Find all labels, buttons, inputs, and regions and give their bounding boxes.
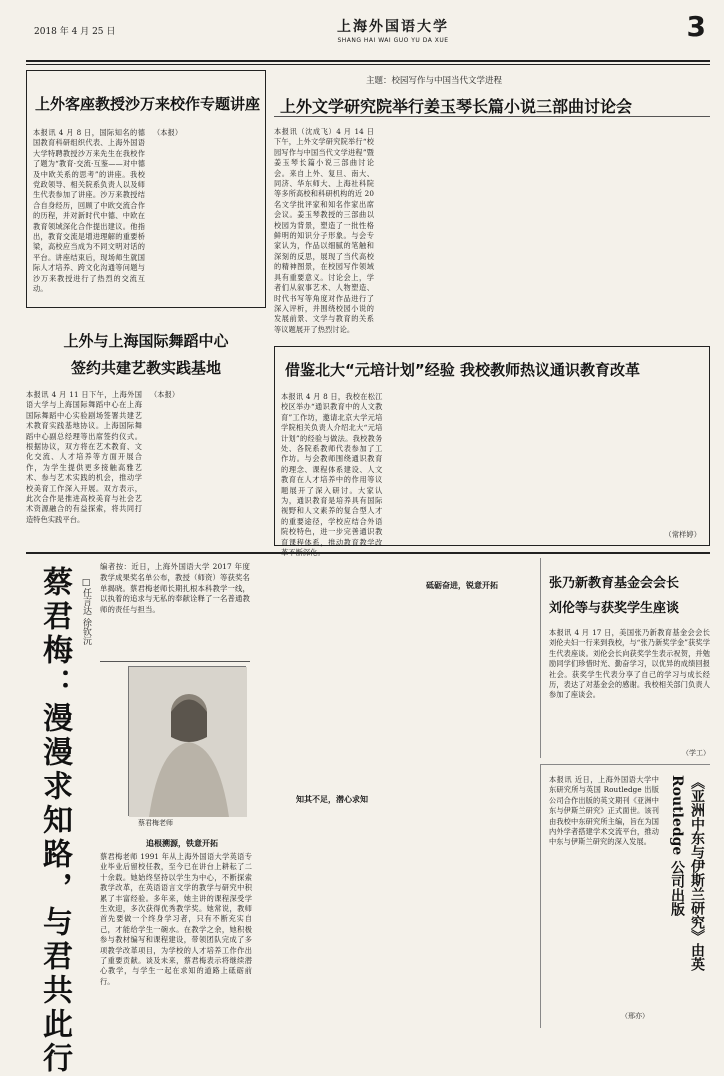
article-dance [26, 316, 266, 546]
article-scholarship-signature: （学工） [682, 749, 710, 757]
article-general-education-col3 [500, 392, 601, 542]
masthead-rule [26, 60, 710, 62]
article-scholarship-body: 本报讯 4 月 17 日，美国张乃新教育基金会会长刘伦夫妇一行来到我校，与“张乃新奖学金”获奖学生代表座谈。刘伦会长向获奖学生表示祝贺，并勉励同学们珍惜时光、勤奋学习，以优异的成绩回报社会。获奖学生代表分享了自己的学习与成长经历，表达了对基金会的感谢。我校相关部门负责人参加了座谈会。 [549, 628, 710, 700]
section-divider [26, 552, 710, 554]
article-journal-signature: （邢亦） [621, 1012, 649, 1020]
article-general-education-body: 本报讯 4 月 8 日，我校在松江校区举办“通识教育中的人文教育”工作坊，邀请北京大学元培学院相关负责人介绍北大“元培计划”的经验与做法。我校教务处、各院系教师代表参加了工作坊。与会教师围绕通识教育的理念、课程体系建设、人文教育在人才培养中的作用等议题展开了深入研讨。大家认为，通识教育是培养具有国际视野和人文素养的复合型人才的重要途径，学校应结合外语院校特色，进一步完善通识教育课程体系，推动教育教学改 [281, 392, 383, 547]
article-general-education-headline: 借鉴北大“元培计划”经验 我校教师热议通识教育改革 [285, 361, 640, 379]
article-lecture-headline: 上外客座教授沙万来校作专题讲座 [35, 95, 261, 113]
masthead-rule-thin [26, 64, 710, 65]
profile-photo [128, 666, 246, 816]
article-journal-headline: 《亚洲中东与伊斯兰研究》由英 Routledge 公司出版 [669, 775, 705, 971]
article-general-education-col2 [390, 392, 491, 542]
article-literature-col2 [382, 127, 486, 337]
article-profile-author: □任言达 徐钦沅 [81, 578, 91, 645]
article-literature-col4 [606, 127, 710, 337]
masthead [26, 10, 710, 60]
profile-subhead-2: 知其不足，潜心求知 [296, 795, 368, 804]
article-profile-headline: 蔡君梅：漫漫求知路，与君共此行 [37, 566, 72, 1076]
article-scholarship-headline-1: 张乃新教育基金会会长 [549, 576, 680, 591]
article-scholarship [540, 558, 710, 758]
portrait-icon [129, 667, 247, 817]
issue-date: 2018 年 4 月 25 日 [34, 27, 116, 37]
article-lecture-signature: （本报） [153, 128, 183, 137]
article-profile-editor-note: 编者按：近日，上海外国语大学 2017 年度教学成果奖名单公布，教授（师资）等获奖名单揭晓。蔡君梅老师长期扎根本科教学一线，以执着的追求与无私的奉献诠释了一名普通教师的责任与担当。 [100, 562, 250, 662]
profile-subhead-3: 砥砺奋进，锐意开拓 [426, 581, 498, 590]
article-lecture-body-cont [153, 128, 259, 288]
article-journal [540, 764, 710, 1028]
article-general-education [274, 346, 710, 546]
article-general-education-col4 [609, 392, 703, 542]
article-literature-headline: 上外文学研究院举行姜玉琴长篇小说三部曲讨论会 [280, 97, 633, 116]
article-profile-col3 [394, 594, 532, 1022]
article-profile-col2 [258, 562, 388, 792]
masthead-title [318, 16, 468, 44]
profile-subhead-1: 追根溯源，铁意开拓 [146, 839, 218, 848]
article-profile-body: 蔡君梅老师 1991 年从上海外国语大学英语专业毕业后留校任教，至今已在讲台上耕耘了二十余载。她始终坚持以学生为中心，不断探索教学改革，在英语语言文学的教学与研究中积累了丰富经验。多年来，她主讲的课程深受学生欢迎，多次获得优秀教学奖。她常说，教师首先要做一个终身学习者，只有不断充实自己，才能给学生一碗水。在教学之余，她积极参与教材编写和课程建设，带领团队完成了多项教学改革项目，为学校的人才培养工作作出了重要贡献。谈及未来，蔡君梅表示将继续潜心教学，与学生一起在求知的道路上砥砺前行。 [100, 852, 252, 986]
article-dance-body-cont [150, 390, 266, 560]
article-profile [26, 558, 536, 1076]
masthead-title-pinyin: SHANG HAI WAI GUO YU DA XUE [337, 37, 449, 44]
article-journal-body: 本报讯 近日，上海外国语大学中东研究所与英国 Routledge 出版公司合作出版的英文期刊《亚洲中东与伊斯兰研究》正式面世。该刊由我校中东研究所主编，旨在为国内外学者搭建学术交流平台，推动中东与伊斯兰研究的深入发展。 [549, 775, 659, 847]
profile-photo-caption: 蔡君梅老师 [138, 819, 173, 827]
article-literature [274, 70, 710, 340]
article-dance-signature: （本报） [150, 390, 180, 399]
article-literature-kicker: 主题：校园写作与中国当代文学进程 [366, 76, 503, 86]
masthead-title-cn: 上海外国语大学 [337, 19, 449, 35]
article-dance-headline-1: 上外与上海国际舞蹈中心 [63, 332, 229, 350]
article-general-education-signature: （常样婷） [664, 529, 701, 539]
page-number: 3 [686, 10, 706, 43]
article-scholarship-headline-2: 刘伦等与获奖学生座谈 [549, 601, 680, 616]
article-lecture [26, 70, 266, 308]
article-dance-body: 本报讯 4 月 11 日下午，上海外国语大学与上海国际舞蹈中心在上海国际舞蹈中心实验剧场签署共建艺术教育实践基地协议。上海国际舞蹈中心副总经理等出席签约仪式。根据协议，双方将在艺术教育、文化交流、人才培养等方面开展合作，为学生提供更多接触高雅艺术、参与艺术实践的机会，推动学校美育工作深入开展。双方表示，此次合作是推进高校美育与社会艺术资源融合的有益探索，将共同打造特色实践平台。 [26, 390, 142, 524]
article-dance-headline-2: 签约共建艺教实践基地 [70, 359, 221, 377]
article-lecture-body: 本报讯 4 月 8 日，国际知名的德国教育科研组织代表、上海外国语大学特聘教授沙万来先生在我校作了题为“教育·交流·互鉴——对中德及中欧关系的思考”的讲座。我校党政领导、相关院系负责人以及师生代表参加了讲座。沙万来教授结合自身经历，回顾了中欧交流合作的历程，并对新时代中德、中欧在教育领域深化合作提出建议。他指出，教育交流是增进理解的重要桥梁，高校应当成为不同文明对话的平台。讲座结束后，现场师生就国际人才培养、跨文化沟通等问题与沙万来教授进行了热烈的交流互动。 [33, 128, 145, 294]
article-profile-col2b [258, 808, 388, 1022]
article-literature-body: 本报讯（沈成飞）4 月 14 日下午，上外文学研究院举行“校园写作与中国当代文学进程”暨姜玉琴长篇小说三部曲讨论会。来自上外、复旦、南大、同济、华东师大、上海社科院等多所高校和科研机构的近 20 名文学批评家和知名作家出席会议。姜玉琴教授的三部曲以校园为背景，塑造了一批性格鲜明的知识分子形象。与会专家认为，作品以细腻的笔触和深刻的反思，展现了当代高校的精神图景，在校园写作领域具有重要意义。讨论会上，学者们从叙事艺术、人物塑造、时代书写等角度对作品进行了深入评析，并围绕校园小说的发展前景、文学与教育的关系等议题展开了热烈讨论。 [274, 127, 374, 334]
article-literature-col3 [494, 127, 598, 337]
